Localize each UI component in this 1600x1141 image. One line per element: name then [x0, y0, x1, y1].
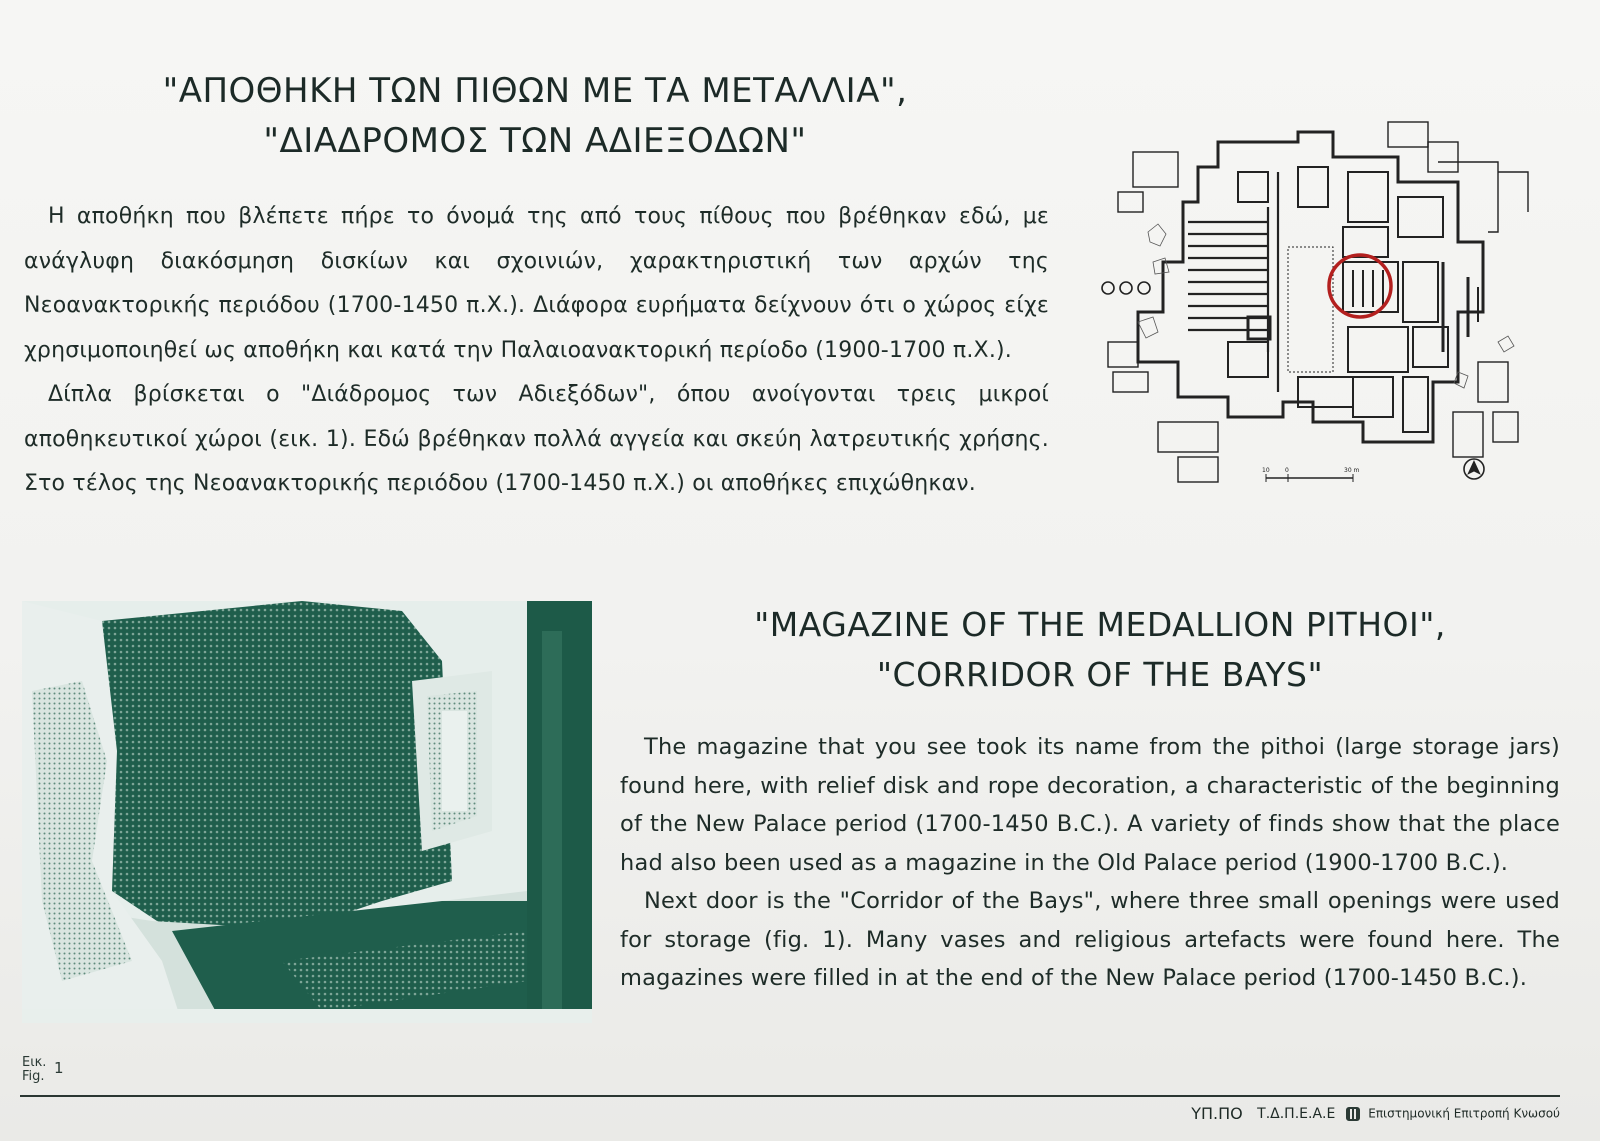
- greek-title-line-2: "ΔΙΑΔΡΟΜΟΣ ΤΩΝ ΑΔΙΕΞΟΔΩΝ": [263, 121, 807, 161]
- figure-caption: [22, 1056, 82, 1096]
- english-paragraph-1: The magazine that you see took its name from the pithoi (large storage jars) found here, with relief disk and rope decoration, a characteristic of the beginning of the New Palace period (1700-1450 B.C.). A variety of finds show that the place had also been used as a magazine in the Old Palace period (1900-1700 B.C.).: [620, 734, 1560, 876]
- scale-label-10: 10: [1262, 467, 1270, 474]
- english-title-line-2: "CORRIDOR OF THE BAYS": [876, 655, 1324, 694]
- corridor-photo-rendition: [22, 601, 592, 1023]
- figure-label-greek: Εικ.: [22, 1055, 47, 1070]
- pit-circle-1: [1102, 282, 1114, 294]
- scale-label-30m: 30 m: [1344, 467, 1360, 474]
- site-plan-drawing: [1098, 112, 1538, 508]
- highlight-circle: [1329, 255, 1391, 317]
- scale-label-0: 0: [1285, 467, 1289, 474]
- footer-credits: [1180, 1104, 1560, 1128]
- figure-1-photograph: [22, 601, 592, 1023]
- figure-label-english: Fig.: [22, 1069, 45, 1084]
- greek-title: [60, 66, 1010, 166]
- english-paragraph-2: Next door is the "Corridor of the Bays", where three small openings were used for storage (fig. 1). Many vases and religious artefacts were found here. The magazines were filled in at the end of the New Palace period (1700-1450 B.C.).: [620, 888, 1560, 991]
- figure-number: 1: [54, 1059, 64, 1077]
- greek-title-line-1: "ΑΠΟΘΗΚΗ ΤΩΝ ΠΙΘΩΝ ΜΕ ΤΑ ΜΕΤΑΛΛΙΑ",: [162, 71, 908, 111]
- footer-divider: [20, 1095, 1560, 1097]
- palace-site-plan: [1098, 112, 1538, 508]
- ministry-label: ΥΠ.ΠΟ: [1191, 1104, 1243, 1123]
- department-label: Τ.Δ.Π.Ε.Α.Ε: [1257, 1105, 1336, 1122]
- greek-paragraph-2: Δίπλα βρίσκεται ο "Διάδρομος των Αδιεξόδων", όπου ανοίγονται τρεις μικροί αποθηκευτικοί χώροι (εικ. 1). Εδώ βρέθηκαν πολλά αγγεία και σκεύη λατρευτικής χρήσης. Στο τέλος της Νεοανακτορικής περιόδου (1700-1450 π.Χ.) οι αποθήκες επιχώθηκαν.: [24, 382, 1049, 496]
- english-body-text: [620, 728, 1560, 998]
- committee-logo-icon: [1346, 1107, 1360, 1121]
- greek-paragraph-1: Η αποθήκη που βλέπετε πήρε το όνομά της από τους πίθους που βρέθηκαν εδώ, με ανάγλυφη διακόσμηση δισκίων και σχοινιών, χαρακτηριστική των αρχών της Νεοανακτορικής περιόδου (1700-1450 π.Χ.). Διάφορα ευρήματα δείχνουν ότι ο χώρος είχε χρησιμοποιηθεί ως αποθήκη και κατά την Παλαιοανακτορική περίοδο (1900-1700 π.Χ.).: [24, 204, 1049, 363]
- english-title-line-1: "MAGAZINE OF THE MEDALLION PITHOI",: [754, 605, 1446, 644]
- pit-circle-3: [1138, 282, 1150, 294]
- committee-label: Επιστημονική Επιτροπή Κνωσού: [1368, 1106, 1560, 1121]
- greek-body-text: [24, 195, 1049, 507]
- pit-circle-2: [1120, 282, 1132, 294]
- english-title: [600, 600, 1600, 700]
